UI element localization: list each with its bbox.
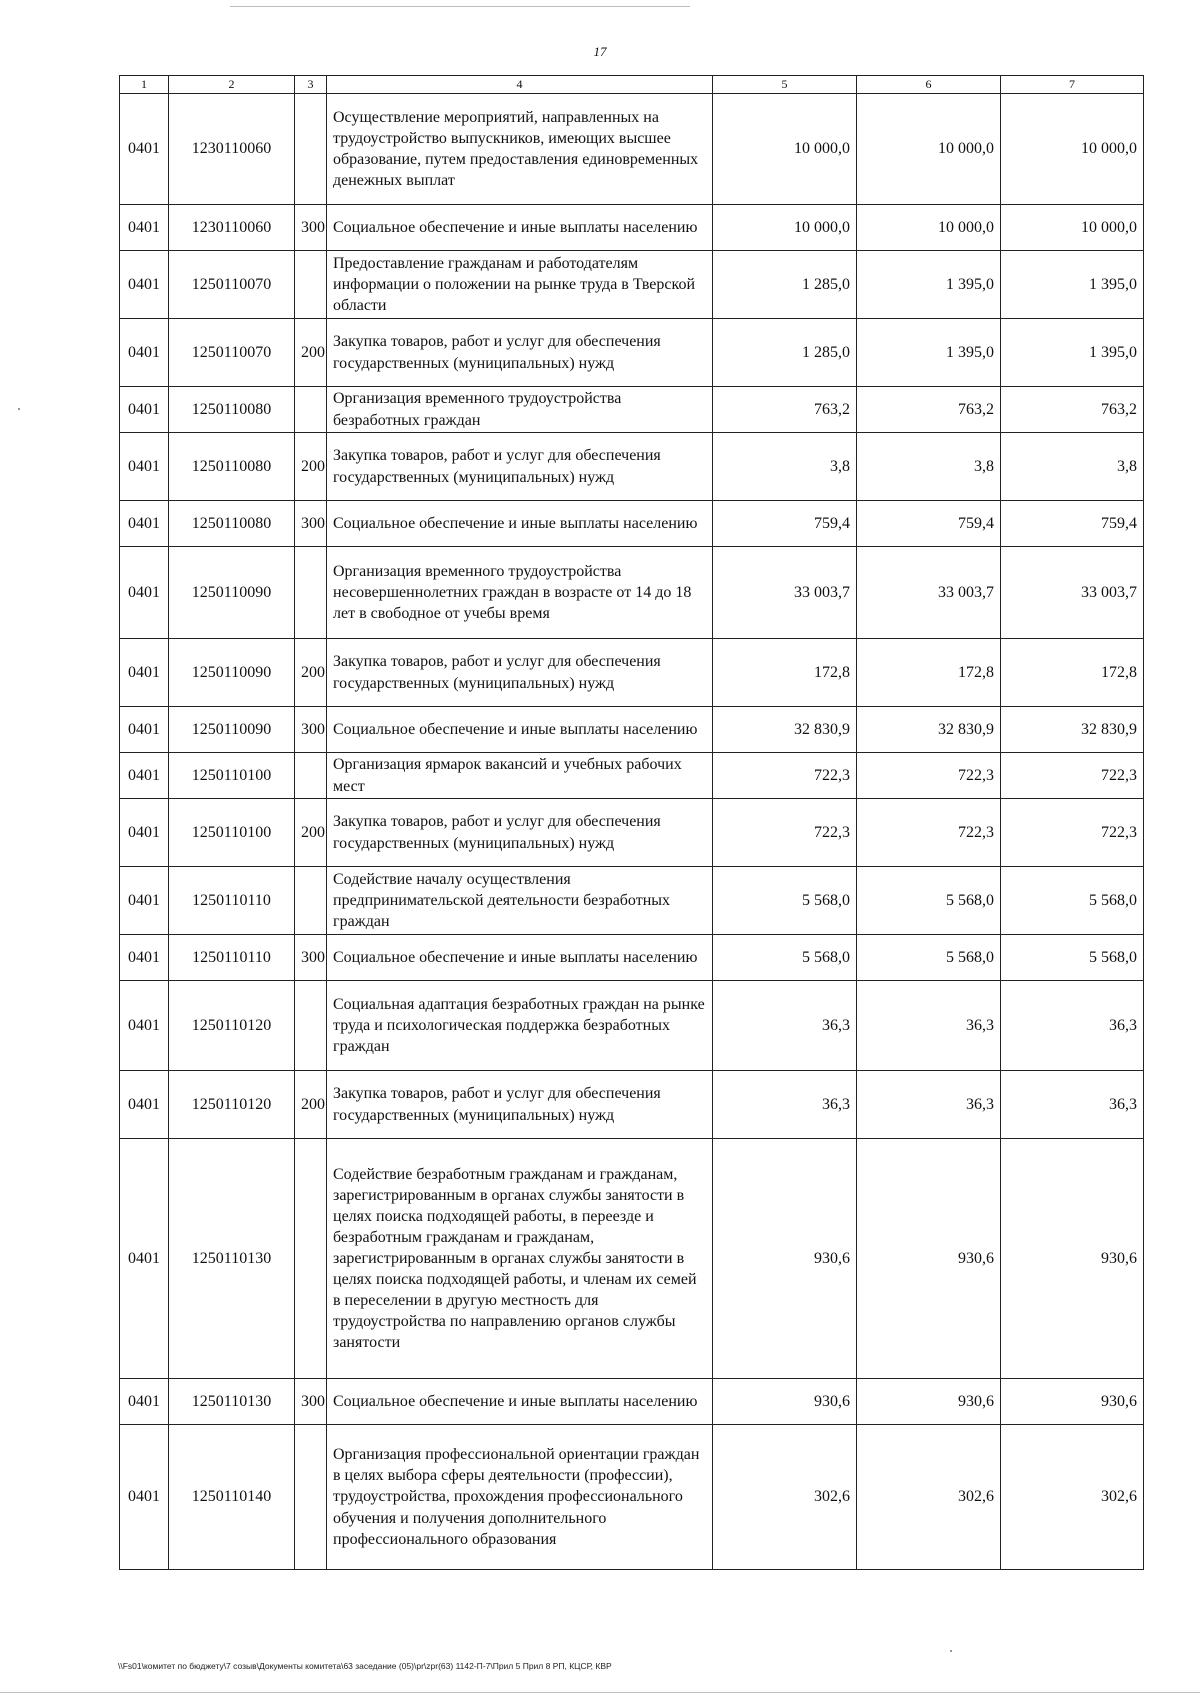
amount-col5: 36,3	[713, 1071, 857, 1139]
file-path-footer: \\Fs01\комитет по бюджету\7 созыв\Документы комитета\63 заседание (05)\pr\zpr(63) 1142-П-7\Прил 5 Прил 8 РП, КЦСР, КВР	[118, 1661, 612, 1671]
item-name: Осуществление мероприятий, направленных на трудоустройство выпускников, имеющих высшее образование, путем предоставления единовременных денежных выплат	[327, 94, 713, 205]
table-row	[120, 501, 1144, 547]
amount-col6: 10 000,0	[857, 94, 1001, 205]
section-code: 0401	[120, 639, 169, 707]
target-article-code: 1250110120	[169, 981, 295, 1071]
amount-col5: 722,3	[713, 799, 857, 867]
item-name: Содействие началу осуществления предпринимательской деятельности безработных граждан	[327, 867, 713, 935]
amount-col7: 5 568,0	[1001, 867, 1144, 935]
amount-col5: 32 830,9	[713, 707, 857, 753]
section-code: 0401	[120, 433, 169, 501]
amount-col7: 930,6	[1001, 1379, 1144, 1425]
page-number: 17	[593, 44, 607, 59]
column-header: 1	[120, 76, 169, 94]
amount-col5: 5 568,0	[713, 867, 857, 935]
table-row	[120, 1425, 1144, 1570]
expense-type-code	[295, 867, 327, 935]
item-name: Предоставление гражданам и работодателям информации о положении на рынке труда в Тверской области	[327, 251, 713, 319]
table-row	[120, 94, 1144, 205]
target-article-code: 1230110060	[169, 94, 295, 205]
scan-artifact	[950, 1650, 952, 1652]
amount-col5: 930,6	[713, 1379, 857, 1425]
target-article-code: 1250110070	[169, 319, 295, 387]
expense-type-code: 200	[295, 639, 327, 707]
section-code: 0401	[120, 1425, 169, 1570]
amount-col7: 172,8	[1001, 639, 1144, 707]
table-row	[120, 867, 1144, 935]
amount-col7: 1 395,0	[1001, 251, 1144, 319]
expense-type-code	[295, 753, 327, 799]
amount-col7: 759,4	[1001, 501, 1144, 547]
amount-col6: 5 568,0	[857, 935, 1001, 981]
target-article-code: 1250110070	[169, 251, 295, 319]
amount-col6: 36,3	[857, 1071, 1001, 1139]
expense-type-code	[295, 547, 327, 639]
amount-col5: 302,6	[713, 1425, 857, 1570]
target-article-code: 1250110120	[169, 1071, 295, 1139]
amount-col5: 722,3	[713, 753, 857, 799]
section-code: 0401	[120, 1379, 169, 1425]
table-row	[120, 935, 1144, 981]
section-code: 0401	[120, 94, 169, 205]
target-article-code: 1230110060	[169, 205, 295, 251]
amount-col5: 1 285,0	[713, 319, 857, 387]
section-code: 0401	[120, 1071, 169, 1139]
section-code: 0401	[120, 867, 169, 935]
table-row	[120, 1379, 1144, 1425]
item-name: Закупка товаров, работ и услуг для обеспечения государственных (муниципальных) нужд	[327, 799, 713, 867]
item-name: Закупка товаров, работ и услуг для обеспечения государственных (муниципальных) нужд	[327, 433, 713, 501]
item-name: Организация профессиональной ориентации граждан в целях выбора сферы деятельности (профессии), трудоустройства, прохождения профессионального обучения и получения дополнительного профессионального образования	[327, 1425, 713, 1570]
target-article-code: 1250110100	[169, 799, 295, 867]
column-header: 3	[295, 76, 327, 94]
section-code: 0401	[120, 547, 169, 639]
item-name: Социальное обеспечение и иные выплаты населению	[327, 935, 713, 981]
amount-col5: 33 003,7	[713, 547, 857, 639]
section-code: 0401	[120, 501, 169, 547]
target-article-code: 1250110110	[169, 935, 295, 981]
table-row	[120, 547, 1144, 639]
amount-col5: 759,4	[713, 501, 857, 547]
item-name: Организация временного трудоустройства безработных граждан	[327, 387, 713, 433]
amount-col6: 1 395,0	[857, 319, 1001, 387]
amount-col6: 10 000,0	[857, 205, 1001, 251]
expense-type-code: 300	[295, 935, 327, 981]
amount-col7: 32 830,9	[1001, 707, 1144, 753]
target-article-code: 1250110080	[169, 433, 295, 501]
table-row	[120, 205, 1144, 251]
amount-col6: 36,3	[857, 981, 1001, 1071]
amount-col5: 930,6	[713, 1139, 857, 1379]
section-code: 0401	[120, 387, 169, 433]
target-article-code: 1250110090	[169, 639, 295, 707]
item-name: Социальное обеспечение и иные выплаты населению	[327, 707, 713, 753]
expense-type-code: 200	[295, 319, 327, 387]
target-article-code: 1250110080	[169, 387, 295, 433]
item-name: Социальное обеспечение и иные выплаты населению	[327, 205, 713, 251]
table-row	[120, 1071, 1144, 1139]
amount-col6: 763,2	[857, 387, 1001, 433]
section-code: 0401	[120, 707, 169, 753]
budget-table	[119, 75, 1144, 1570]
item-name: Социальное обеспечение и иные выплаты населению	[327, 1379, 713, 1425]
column-header: 7	[1001, 76, 1144, 94]
expense-type-code: 300	[295, 707, 327, 753]
amount-col6: 172,8	[857, 639, 1001, 707]
column-header: 2	[169, 76, 295, 94]
section-code: 0401	[120, 981, 169, 1071]
target-article-code: 1250110090	[169, 547, 295, 639]
expense-type-code	[295, 1425, 327, 1570]
item-name: Социальное обеспечение и иные выплаты населению	[327, 501, 713, 547]
item-name: Организация ярмарок вакансий и учебных рабочих мест	[327, 753, 713, 799]
scan-artifact	[230, 6, 690, 7]
expense-type-code: 200	[295, 1071, 327, 1139]
amount-col7: 722,3	[1001, 753, 1144, 799]
expense-type-code: 300	[295, 205, 327, 251]
table-row	[120, 433, 1144, 501]
column-number-row	[120, 76, 1144, 94]
section-code: 0401	[120, 319, 169, 387]
scan-artifact	[18, 408, 20, 410]
column-header: 6	[857, 76, 1001, 94]
item-name: Социальная адаптация безработных граждан на рынке труда и психологическая поддержка безработных граждан	[327, 981, 713, 1071]
amount-col6: 722,3	[857, 753, 1001, 799]
amount-col6: 930,6	[857, 1139, 1001, 1379]
amount-col6: 722,3	[857, 799, 1001, 867]
item-name: Организация временного трудоустройства несовершеннолетних граждан в возрасте от 14 до 18 лет в свободное от учебы время	[327, 547, 713, 639]
amount-col7: 36,3	[1001, 981, 1144, 1071]
target-article-code: 1250110130	[169, 1139, 295, 1379]
section-code: 0401	[120, 753, 169, 799]
expense-type-code	[295, 387, 327, 433]
table-row	[120, 799, 1144, 867]
target-article-code: 1250110140	[169, 1425, 295, 1570]
table-row	[120, 753, 1144, 799]
expense-type-code	[295, 981, 327, 1071]
table-row	[120, 387, 1144, 433]
amount-col7: 722,3	[1001, 799, 1144, 867]
amount-col7: 302,6	[1001, 1425, 1144, 1570]
target-article-code: 1250110080	[169, 501, 295, 547]
column-header: 5	[713, 76, 857, 94]
amount-col5: 10 000,0	[713, 205, 857, 251]
amount-col6: 32 830,9	[857, 707, 1001, 753]
amount-col5: 3,8	[713, 433, 857, 501]
amount-col7: 763,2	[1001, 387, 1144, 433]
amount-col7: 1 395,0	[1001, 319, 1144, 387]
amount-col6: 759,4	[857, 501, 1001, 547]
table-row	[120, 319, 1144, 387]
amount-col7: 36,3	[1001, 1071, 1144, 1139]
expense-type-code	[295, 1139, 327, 1379]
expense-type-code: 200	[295, 433, 327, 501]
amount-col5: 5 568,0	[713, 935, 857, 981]
target-article-code: 1250110110	[169, 867, 295, 935]
amount-col6: 3,8	[857, 433, 1001, 501]
target-article-code: 1250110130	[169, 1379, 295, 1425]
amount-col5: 36,3	[713, 981, 857, 1071]
amount-col5: 763,2	[713, 387, 857, 433]
table-row	[120, 981, 1144, 1071]
item-name: Закупка товаров, работ и услуг для обеспечения государственных (муниципальных) нужд	[327, 319, 713, 387]
section-code: 0401	[120, 205, 169, 251]
table-row	[120, 639, 1144, 707]
scan-artifact	[0, 1692, 1200, 1693]
table-row	[120, 707, 1144, 753]
amount-col7: 10 000,0	[1001, 205, 1144, 251]
amount-col5: 1 285,0	[713, 251, 857, 319]
section-code: 0401	[120, 251, 169, 319]
amount-col6: 1 395,0	[857, 251, 1001, 319]
amount-col7: 3,8	[1001, 433, 1144, 501]
table-row	[120, 1139, 1144, 1379]
expense-type-code	[295, 251, 327, 319]
amount-col5: 10 000,0	[713, 94, 857, 205]
amount-col6: 930,6	[857, 1379, 1001, 1425]
expense-type-code: 300	[295, 1379, 327, 1425]
amount-col7: 930,6	[1001, 1139, 1144, 1379]
target-article-code: 1250110100	[169, 753, 295, 799]
section-code: 0401	[120, 1139, 169, 1379]
table-row	[120, 251, 1144, 319]
amount-col7: 33 003,7	[1001, 547, 1144, 639]
section-code: 0401	[120, 799, 169, 867]
item-name: Закупка товаров, работ и услуг для обеспечения государственных (муниципальных) нужд	[327, 1071, 713, 1139]
amount-col5: 172,8	[713, 639, 857, 707]
amount-col6: 5 568,0	[857, 867, 1001, 935]
expense-type-code	[295, 94, 327, 205]
amount-col7: 5 568,0	[1001, 935, 1144, 981]
amount-col6: 33 003,7	[857, 547, 1001, 639]
item-name: Закупка товаров, работ и услуг для обеспечения государственных (муниципальных) нужд	[327, 639, 713, 707]
amount-col6: 302,6	[857, 1425, 1001, 1570]
expense-type-code: 200	[295, 799, 327, 867]
item-name: Содействие безработным гражданам и гражданам, зарегистрированным в органах службы занятости в целях поиска подходящей работы, в переезде и безработным гражданам и гражданам, зарегистрированным в органах службы занятости в целях поиска подходящей работы, и членам их семей в переселении в другую местность для трудоустройства по направлению органов службы занятости	[327, 1139, 713, 1379]
section-code: 0401	[120, 935, 169, 981]
column-header: 4	[327, 76, 713, 94]
expense-type-code: 300	[295, 501, 327, 547]
target-article-code: 1250110090	[169, 707, 295, 753]
amount-col7: 10 000,0	[1001, 94, 1144, 205]
